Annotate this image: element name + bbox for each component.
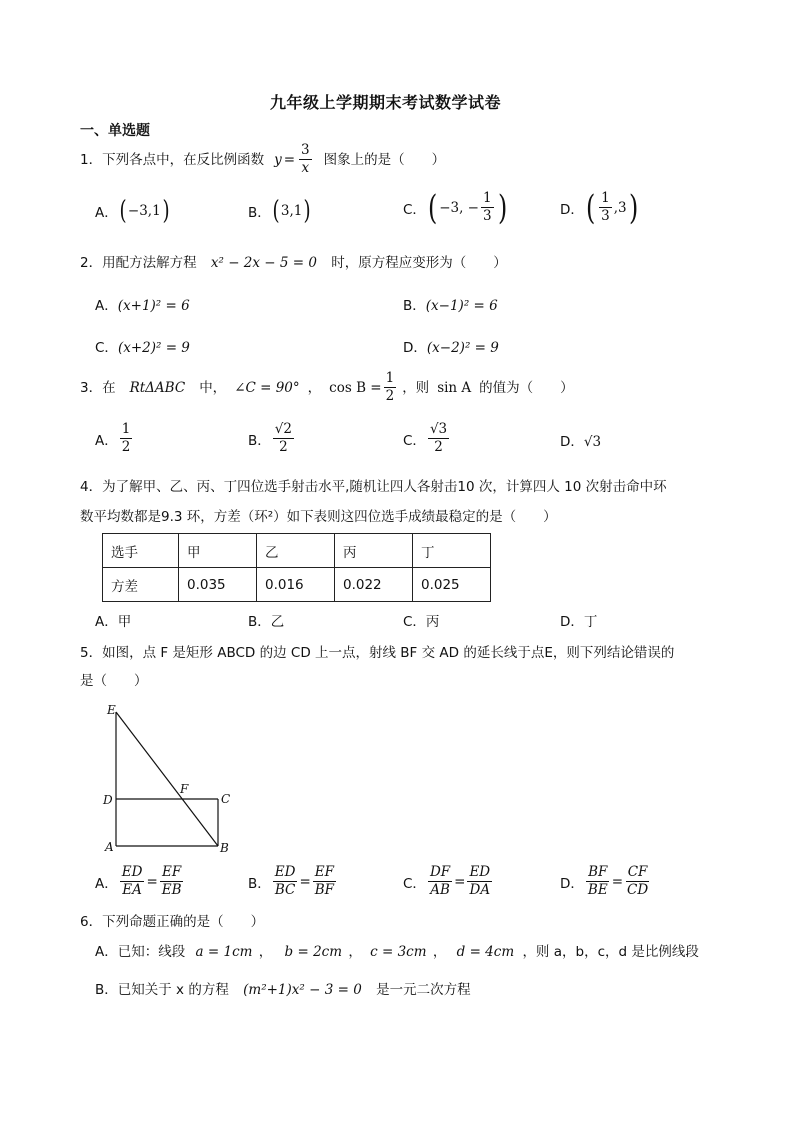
- option-fraction-right: [160, 864, 184, 899]
- fraction-numerator: BF: [588, 864, 608, 880]
- question-2-option-d[interactable]: [403, 336, 499, 356]
- option-label: B．: [248, 875, 271, 892]
- question-5-option-c[interactable]: [403, 864, 494, 899]
- question-3-option-d[interactable]: [560, 430, 601, 450]
- option-fraction-right: [313, 864, 336, 899]
- option-fraction-right: [467, 864, 492, 899]
- question-2-text-a: 2．用配方法解方程: [80, 255, 197, 271]
- table-cell: 方差: [103, 568, 179, 602]
- left-paren: (: [119, 196, 127, 226]
- table-cell: 甲: [179, 534, 257, 568]
- option-label: A．: [95, 298, 118, 314]
- option-fraction: [428, 421, 449, 456]
- fraction-numerator: 1: [385, 370, 395, 386]
- left-paren: (: [272, 196, 280, 226]
- fraction-numerator: √2: [274, 421, 292, 437]
- option-fraction: [599, 190, 612, 225]
- question-3-text-c: ，则: [402, 379, 430, 396]
- segment-a: a = 1cm: [195, 944, 253, 960]
- segment-b: b = 2cm: [284, 944, 343, 960]
- right-paren: ): [497, 187, 507, 228]
- question-3-option-a[interactable]: [95, 421, 134, 456]
- table-cell: 0.016: [257, 568, 335, 602]
- table-cell: 丙: [335, 534, 413, 568]
- line-eb: [116, 712, 218, 846]
- fraction-denominator: AB: [430, 882, 450, 898]
- label-c: C: [221, 792, 231, 806]
- fraction-denominator: DA: [469, 882, 491, 898]
- left-paren: (: [585, 187, 596, 228]
- option-label: B．: [403, 298, 426, 314]
- option-label: D．: [560, 875, 584, 892]
- fraction-denominator: BF: [314, 882, 335, 898]
- question-1-func-den: x: [301, 160, 310, 176]
- fraction-denominator: 2: [279, 439, 288, 455]
- option-value: (x−1)² = 6: [425, 298, 498, 314]
- option-text: 是一元二次方程: [376, 982, 471, 998]
- fraction-numerator: CF: [627, 864, 648, 880]
- question-6-option-a[interactable]: [95, 942, 699, 962]
- question-3-text-a: 3．在: [80, 379, 116, 396]
- option-label: D．: [403, 340, 427, 356]
- fraction-numerator: 1: [483, 190, 492, 206]
- table-cell: 乙: [257, 534, 335, 568]
- left-paren: (: [427, 187, 438, 228]
- label-a: A: [105, 840, 114, 854]
- option-text: A．已知：线段: [95, 944, 186, 960]
- question-3-text-b: 中，: [199, 379, 227, 396]
- option-value: (x+2)² = 9: [117, 340, 190, 356]
- question-6-stem: 6．下列命题正确的是（ ）: [80, 914, 265, 930]
- option-label: C．: [403, 201, 426, 218]
- question-5-line-2: 是（ ）: [80, 673, 148, 689]
- fraction-denominator: 2: [385, 388, 395, 404]
- right-paren: ): [162, 196, 170, 226]
- option-label: B．: [248, 432, 271, 449]
- question-3-sin: sin A: [437, 379, 472, 396]
- separator: ，: [258, 944, 273, 960]
- table-cell: 0.035: [179, 568, 257, 602]
- question-2-equation: x² − 2x − 5 = 0: [210, 255, 317, 271]
- option-label: D．: [560, 201, 584, 218]
- question-1-func-eq: =: [283, 151, 296, 168]
- question-2-option-b[interactable]: [403, 294, 498, 314]
- right-paren: ): [303, 196, 312, 226]
- option-value: −3,1: [127, 203, 161, 219]
- fraction-numerator: 1: [601, 190, 610, 206]
- question-4-option-b[interactable]: B．乙: [248, 614, 285, 630]
- question-3-cos: cos B =: [329, 379, 382, 396]
- fraction-numerator: EF: [314, 864, 335, 880]
- option-value: ,3: [613, 199, 627, 216]
- question-5-option-d[interactable]: [560, 864, 652, 899]
- fraction-denominator: 3: [601, 208, 610, 224]
- option-label: A．: [95, 205, 118, 221]
- option-value: 3,1: [280, 203, 303, 219]
- equation: (m²+1)x² − 3 = 0: [243, 982, 362, 998]
- fraction-numerator: EF: [162, 864, 182, 880]
- option-fraction-left: [120, 864, 145, 899]
- option-value: √3: [583, 434, 602, 450]
- separator: ，: [432, 944, 447, 960]
- fraction-denominator: 2: [121, 439, 131, 455]
- question-4-line-1: 4．为了解甲、乙、丙、丁四位选手射击水平,随机让四人各射击10 次，计算四人 10 次射击命中环: [80, 479, 667, 495]
- option-label: D．: [560, 434, 584, 450]
- question-1-stem: [80, 142, 445, 177]
- table-cell: 选手: [103, 534, 179, 568]
- option-text: ，则 a，b，c，d 是比例线段: [522, 944, 699, 960]
- option-value: (x−2)² = 9: [426, 340, 499, 356]
- segment-c: c = 3cm: [370, 944, 427, 960]
- question-2-option-c[interactable]: [95, 336, 190, 356]
- option-value: −3, −: [439, 199, 479, 216]
- fraction-denominator: 3: [483, 208, 492, 224]
- question-1-option-a[interactable]: [95, 198, 171, 224]
- question-4-option-c[interactable]: C．丙: [403, 614, 440, 630]
- option-fraction-right: [625, 864, 650, 899]
- question-3-sep: ，: [307, 379, 322, 396]
- option-fraction-left: [273, 864, 298, 899]
- option-label: C．: [403, 432, 426, 449]
- question-3-option-b[interactable]: [248, 421, 296, 456]
- fraction-numerator: ED: [469, 864, 491, 880]
- option-label: A．: [95, 432, 118, 449]
- question-4-option-a[interactable]: A．甲: [95, 614, 132, 630]
- fraction-numerator: √3: [429, 421, 448, 437]
- question-1-func-fraction: [299, 142, 312, 177]
- page-title: 九年级上学期期末考试数学试卷: [270, 93, 502, 112]
- question-3-cos-fraction: [384, 370, 397, 405]
- option-fraction: [120, 421, 133, 456]
- question-1-option-d[interactable]: [560, 187, 640, 228]
- question-1-option-c[interactable]: [403, 187, 509, 228]
- option-fraction-left: [586, 864, 610, 899]
- fraction-numerator: DF: [429, 864, 451, 880]
- question-1-func-y: y: [274, 151, 282, 168]
- label-b: B: [220, 841, 229, 855]
- question-5-option-b[interactable]: [248, 864, 338, 899]
- equals-sign: =: [146, 873, 158, 890]
- table-row: [103, 568, 491, 602]
- fraction-denominator: BE: [587, 882, 608, 898]
- question-1-text-b: 图象上的是（ ）: [323, 151, 446, 168]
- question-6-option-b[interactable]: [95, 980, 471, 1000]
- option-label: A．: [95, 875, 118, 892]
- equals-sign: =: [454, 873, 466, 890]
- fraction-denominator: 2: [434, 439, 443, 455]
- fraction-denominator: CD: [627, 882, 649, 898]
- question-2-option-a[interactable]: [95, 294, 190, 314]
- label-e: E: [107, 703, 116, 717]
- option-label: C．: [95, 340, 118, 356]
- label-f: F: [180, 782, 189, 796]
- rectangle-figure: [100, 700, 240, 860]
- table-cell: 丁: [413, 534, 491, 568]
- option-value: (x+1)² = 6: [117, 298, 190, 314]
- question-2-stem: [80, 253, 507, 273]
- fraction-numerator: ED: [121, 864, 143, 880]
- table-row: [103, 534, 491, 568]
- fraction-denominator: EA: [122, 882, 142, 898]
- segment-d: d = 4cm: [456, 944, 515, 960]
- right-paren: ): [628, 187, 638, 228]
- question-3-option-c[interactable]: [403, 421, 451, 456]
- table-cell: 0.022: [335, 568, 413, 602]
- question-4-option-d[interactable]: D．丁: [560, 614, 598, 630]
- question-5-line-1: 5．如图，点 F 是矩形 ABCD 的边 CD 上一点，射线 BF 交 AD 的延长线于点E，则下列结论错误的: [80, 645, 675, 661]
- option-text: B．已知关于 x 的方程: [95, 982, 229, 998]
- section-heading: 一、单选题: [80, 123, 150, 139]
- fraction-numerator: ED: [274, 864, 296, 880]
- question-3-triangle: RtΔABC: [129, 379, 186, 396]
- option-fraction-left: [428, 864, 452, 899]
- question-4-line-2: 数平均数都是9.3 环，方差（环²）如下表则这四位选手成绩最稳定的是（ ）: [80, 509, 557, 525]
- option-label: B．: [248, 205, 271, 221]
- question-3-stem: [80, 370, 574, 405]
- question-3-text-d: 的值为（ ）: [479, 379, 574, 396]
- question-1-text-a: 1．下列各点中，在反比例函数: [80, 151, 265, 168]
- question-2-text-b: 时，原方程应变形为（ ）: [331, 255, 507, 271]
- question-1-func-num: 3: [301, 142, 310, 158]
- variance-table: [102, 533, 491, 602]
- fraction-denominator: BC: [274, 882, 296, 898]
- table-cell: 0.025: [413, 568, 491, 602]
- option-label: C．: [403, 875, 426, 892]
- fraction-denominator: EB: [161, 882, 182, 898]
- option-fraction: [481, 190, 494, 225]
- question-1-option-b[interactable]: [248, 198, 313, 224]
- label-d: D: [103, 793, 113, 807]
- equals-sign: =: [299, 873, 311, 890]
- option-fraction: [273, 421, 294, 456]
- question-5-option-a[interactable]: [95, 864, 186, 899]
- separator: ，: [348, 944, 362, 960]
- fraction-numerator: 1: [121, 421, 131, 437]
- equals-sign: =: [611, 873, 623, 890]
- question-3-angle: ∠C = 90°: [234, 379, 300, 396]
